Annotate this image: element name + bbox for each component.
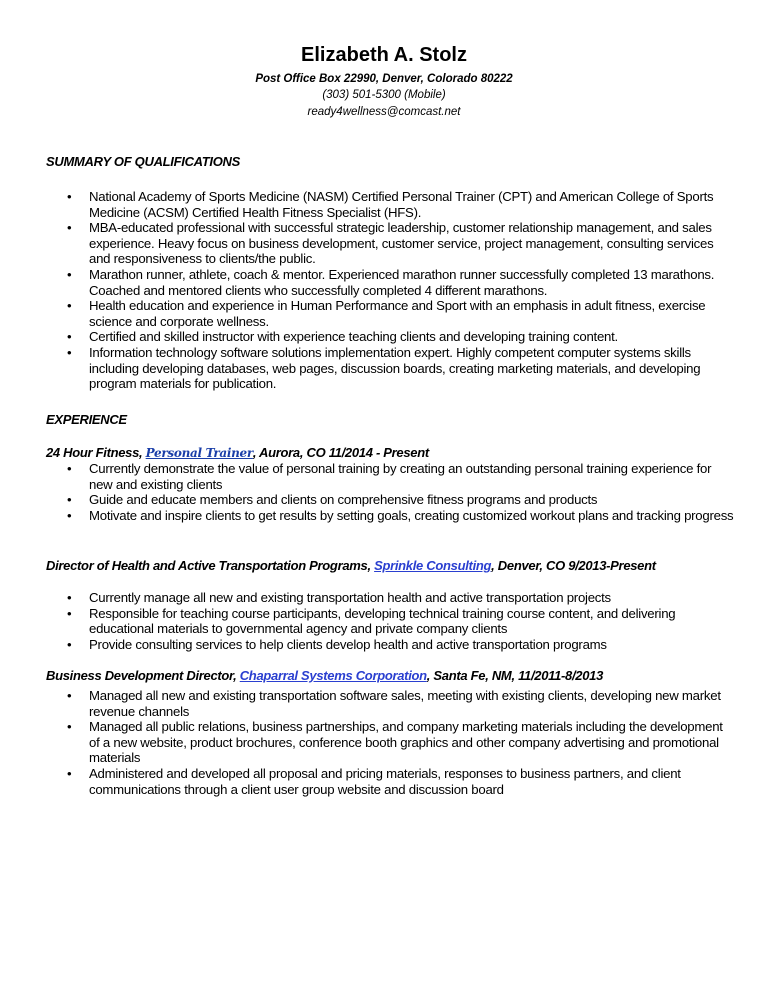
mailing-address: Post Office Box 22990, Denver, Colorado 80222 bbox=[255, 73, 513, 85]
bullet-icon: • bbox=[67, 688, 72, 703]
summary-item: • Certified and skilled instructor with experience teaching clients and developing training content. bbox=[67, 329, 618, 345]
job-bullets-sprinkle-consulting bbox=[46, 590, 736, 652]
summary-list bbox=[46, 189, 736, 392]
summary-item: • MBA-educated professional with successful strategic leadership, customer relationship management, and sales experience. Heavy focus on business development, customer service, project management, consulting services and responsiveness to clients/the public. bbox=[67, 220, 714, 267]
sprinkle-consulting-link[interactable]: Sprinkle Consulting bbox=[374, 558, 492, 573]
bullet-icon: • bbox=[67, 220, 72, 236]
email-address[interactable]: ready4wellness@comcast.net bbox=[307, 106, 461, 118]
experience-heading: EXPERIENCE bbox=[46, 412, 127, 427]
job-bullet: • Managed all public relations, business partnerships, and company marketing materials including the development of a new website, product brochures, conference booth graphics and other company advertising and promotional materials bbox=[67, 719, 723, 766]
job-bullet: • Administered and developed all proposal and pricing materials, responses to business partners, and client communications through a client user group website and discussion board bbox=[67, 765, 681, 797]
bullet-icon: • bbox=[67, 590, 72, 605]
bullet-icon: • bbox=[67, 298, 72, 314]
summary-item: • Marathon runner, athlete, coach & mentor. Experienced marathon runner successfully completed 13 marathons. Coached and mentored clients who successfully completed 4 different marathons. bbox=[67, 266, 715, 298]
bullet-icon: • bbox=[67, 461, 72, 476]
bullet-icon: • bbox=[67, 507, 72, 523]
phone-number: (303) 501-5300 (Mobile) bbox=[322, 89, 446, 101]
summary-item: • Health education and experience in Human Performance and Sport with an emphasis in adult fitness, exercise science and corporate wellness. bbox=[67, 298, 706, 329]
summary-item: • Information technology software solutions implementation expert. Highly competent computer systems skills including developing databases, web pages, discussion boards, creating marketing materials, and developing program materials for publication. bbox=[67, 344, 701, 392]
personal-trainer-link[interactable]: Personal Trainer bbox=[145, 446, 253, 460]
job-bullets-24-hour-fitness bbox=[46, 461, 736, 523]
summary-heading: SUMMARY OF QUALIFICATIONS bbox=[46, 154, 241, 169]
bullet-icon: • bbox=[67, 636, 72, 652]
job-bullets-chaparral-systems bbox=[46, 688, 736, 797]
job-bullet: • Provide consulting services to help clients develop health and active transportation programs bbox=[67, 636, 607, 652]
bullet-icon: • bbox=[67, 605, 72, 621]
job-bullet: • Motivate and inspire clients to get results by setting goals, creating customized workout plans and tracking progress bbox=[67, 507, 734, 523]
bullet-icon: • bbox=[67, 344, 72, 360]
job-title-chaparral-systems: Business Development Director, Chaparral Systems Corporation, Santa Fe, NM, 11/2011-8/2013 bbox=[46, 668, 604, 683]
job-title-24-hour-fitness: 24 Hour Fitness, Personal Trainer, Aurora, CO 11/2014 - Present bbox=[46, 445, 429, 460]
bullet-icon: • bbox=[67, 719, 72, 735]
job-bullet: • Guide and educate members and clients on comprehensive fitness programs and products bbox=[67, 492, 598, 508]
job-bullet: • Currently demonstrate the value of personal training by creating an outstanding personal training experience for new and existing clients bbox=[67, 461, 712, 492]
bullet-icon: • bbox=[67, 765, 72, 781]
job-bullet: • Managed all new and existing transportation software sales, meeting with existing clients, developing new market revenue channels bbox=[67, 688, 721, 719]
candidate-name: Elizabeth A. Stolz bbox=[301, 44, 467, 66]
job-bullet: • Responsible for teaching course participants, developing technical training course content, and delivering educational materials to governmental agency and private company clients bbox=[67, 605, 676, 637]
chaparral-systems-link[interactable]: Chaparral Systems Corporation bbox=[239, 668, 427, 683]
bullet-icon: • bbox=[67, 189, 72, 204]
bullet-icon: • bbox=[67, 266, 72, 282]
job-bullet: • Currently manage all new and existing transportation health and active transportation projects bbox=[67, 590, 611, 605]
job-title-sprinkle-consulting: Director of Health and Active Transportation Programs, Sprinkle Consulting, Denver, CO 9/2013-Present bbox=[46, 558, 656, 573]
bullet-icon: • bbox=[67, 492, 72, 508]
summary-item: • National Academy of Sports Medicine (NASM) Certified Personal Trainer (CPT) and American College of Sports Medicine (ACSM) Certified Health Fitness Specialist (HFS). bbox=[67, 189, 714, 220]
bullet-icon: • bbox=[67, 329, 72, 345]
